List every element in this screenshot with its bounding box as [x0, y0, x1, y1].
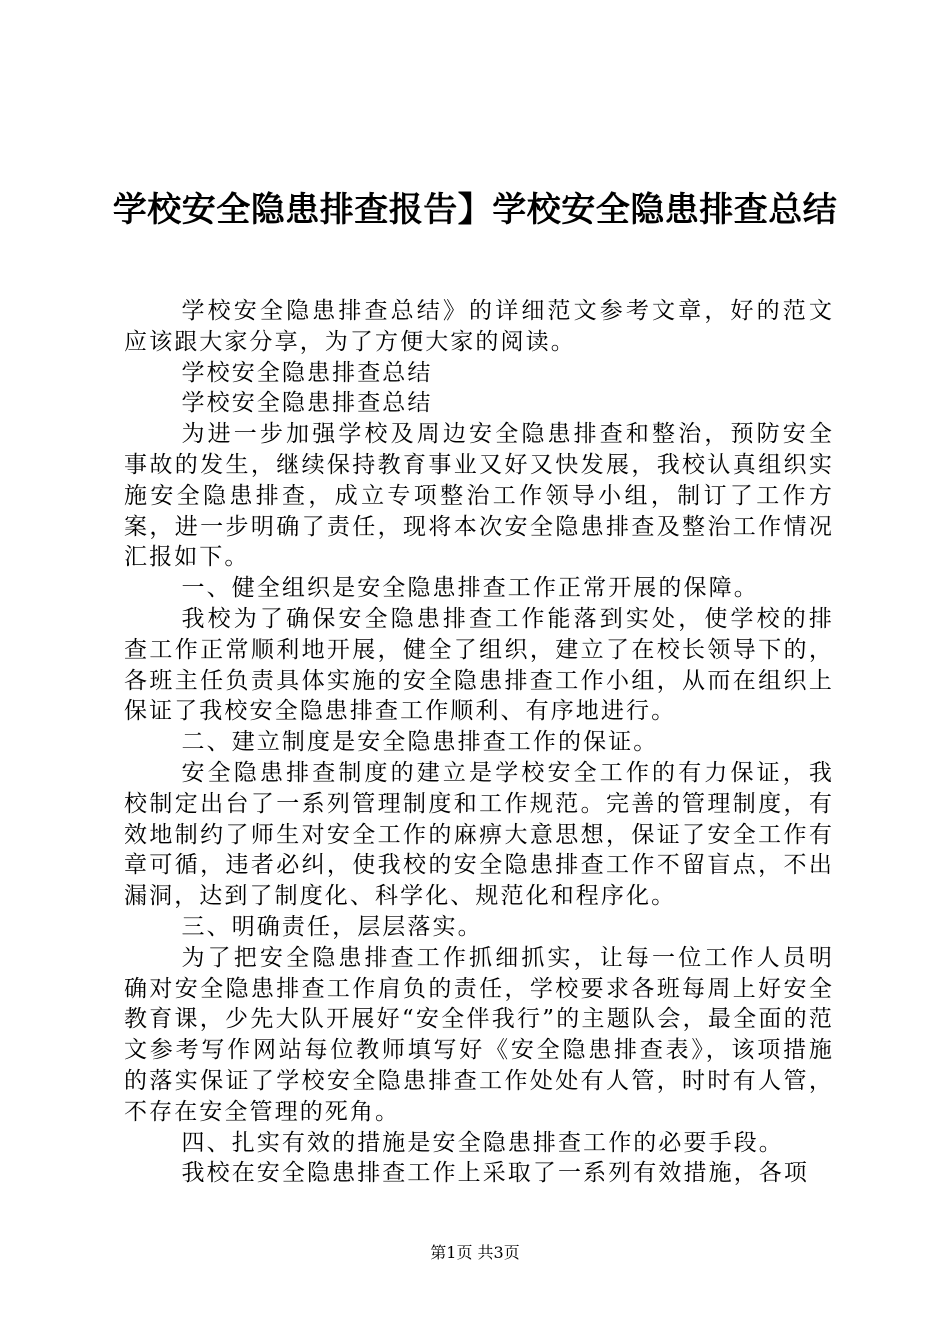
- page-number-footer: 第1页 共3页: [430, 1243, 520, 1262]
- document-title: 学校安全隐患排查报告】学校安全隐患排查总结: [112, 190, 838, 230]
- section-heading: 一、健全组织是安全隐患排查工作正常开展的保障。: [181, 575, 759, 602]
- paragraph: 学校安全隐患排查总结: [181, 390, 433, 417]
- paragraph: 安全隐患排查制度的建立是学校安全工作的有力保证，我校制定出台了一系列管理制度和工作规范。完善的管理制度，有效地制约了师生对安全工作的麻痹大意思想，保证了安全工作有章可循，违者必纠，使我校的安全隐患排查工作不留盲点，不出漏洞，达到了制度化、科学化、规范化和程序化。: [124, 759, 834, 910]
- section-heading: 四、扎实有效的措施是安全隐患排查工作的必要手段。: [181, 1129, 784, 1156]
- paragraph: 为了把安全隐患排查工作抓细抓实，让每一位工作人员明确对安全隐患排查工作肩负的责任，学校要求各班每周上好安全教育课，少先大队开展好“安全伴我行”的主题队会，最全面的范文参考写作网站每位教师填写好《安全隐患排查表》，该项措施的落实保证了学校安全隐患排查工作处处有人管，时时有人管，不存在安全管理的死角。: [124, 944, 834, 1125]
- paragraph: 我校为了确保安全隐患排查工作能落到实处，使学校的排查工作正常顺利地开展，健全了组织，建立了在校长领导下的，各班主任负责具体实施的安全隐患排查工作小组，从而在组织上保证了我校安全隐患排查工作顺利、有序地进行。: [124, 605, 834, 725]
- paragraph: 我校在安全隐患排查工作上采取了一系列有效措施，各项: [181, 1160, 809, 1187]
- paragraph: 学校安全隐患排查总结》的详细范文参考文章，好的范文应该跟大家分享，为了方便大家的阅读。: [124, 298, 834, 355]
- section-heading: 三、明确责任，层层落实。: [181, 913, 483, 940]
- paragraph: 学校安全隐患排查总结: [181, 359, 433, 386]
- paragraph: 为进一步加强学校及周边安全隐患排查和整治，预防安全事故的发生，继续保持教育事业又好又快发展，我校认真组织实施安全隐患排查，成立专项整治工作领导小组，制订了工作方案，进一步明确了责任，现将本次安全隐患排查及整治工作情况汇报如下。: [124, 421, 834, 571]
- document-body: [124, 296, 834, 1189]
- section-heading: 二、建立制度是安全隐患排查工作的保证。: [181, 729, 659, 756]
